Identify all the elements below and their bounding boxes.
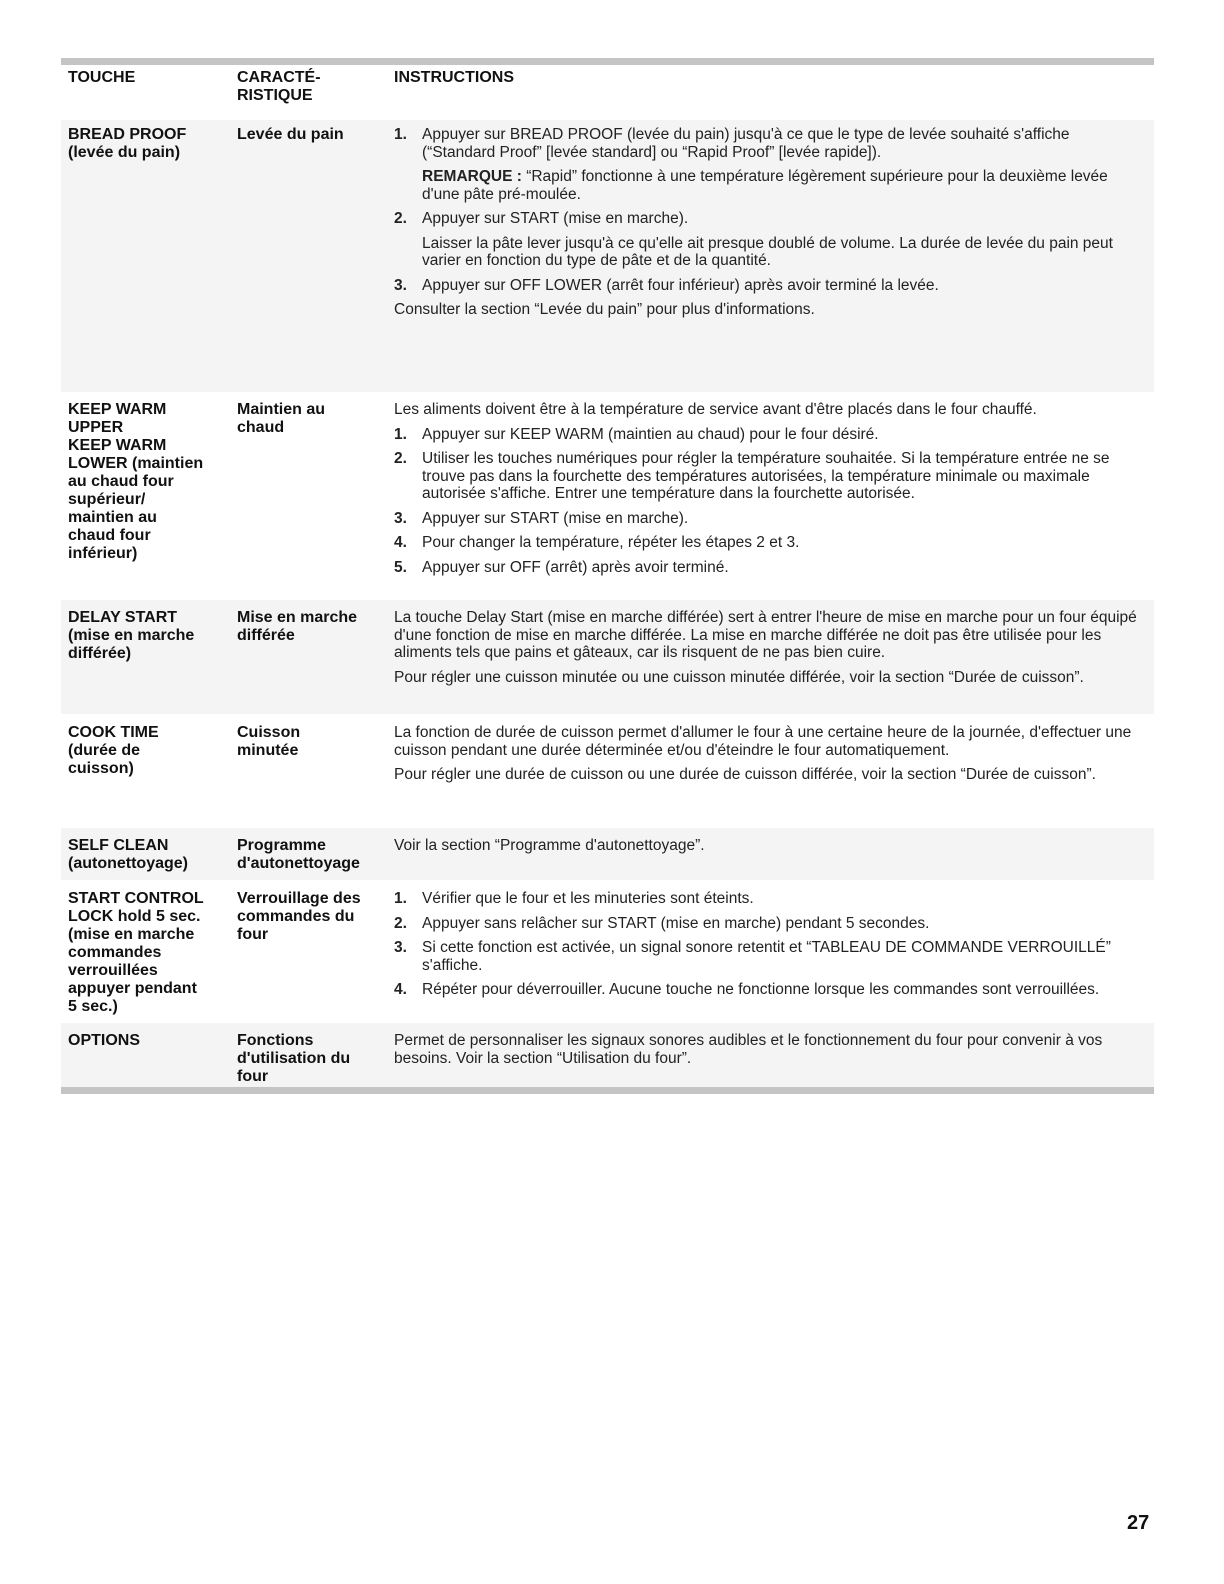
bottom-rule bbox=[61, 1087, 1154, 1094]
feature-bread-proof: Levée du pain bbox=[237, 126, 344, 143]
instructions-cook-time bbox=[389, 724, 1154, 828]
key-line: chaud four bbox=[68, 527, 151, 544]
step-text: Appuyer sur BREAD PROOF (levée du pain) jusqu'à ce que le type de levée souhaité s'affiche (“Standard Proof” [levée standard] ou “Rapid Proof” [levée rapide]). bbox=[422, 126, 1070, 161]
feature-line: Verrouillage des bbox=[237, 890, 361, 907]
key-line: supérieur/ bbox=[68, 491, 146, 508]
instructions-self-clean bbox=[389, 837, 1154, 880]
key-line: (mise en marche bbox=[68, 627, 195, 644]
key-line: UPPER bbox=[68, 419, 124, 436]
step-number: 3. bbox=[394, 939, 407, 956]
step bbox=[394, 890, 1144, 908]
note bbox=[422, 168, 1144, 203]
step-text: Appuyer sur KEEP WARM (maintien au chaud) pour le four désiré. bbox=[422, 425, 879, 443]
table-row bbox=[61, 392, 1154, 600]
step-text: Répéter pour déverrouiller. Aucune touche ne fonctionne lorsque les commandes sont verrouillées. bbox=[422, 981, 1100, 998]
instructions-start-control-lock bbox=[389, 890, 1154, 1023]
page-number: 27 bbox=[1127, 1512, 1150, 1534]
key-line: DELAY START bbox=[68, 609, 178, 626]
key-line: KEEP WARM bbox=[68, 437, 167, 454]
step bbox=[394, 277, 1144, 295]
intro-text: Les aliments doivent être à la température de service avant d'être placés dans le four chauffé. bbox=[394, 401, 1037, 418]
step-number: 5. bbox=[394, 558, 407, 576]
step bbox=[394, 559, 1144, 577]
step-detail: Laisser la pâte lever jusqu'à ce qu'elle ait presque doublé de volume. La durée de levée du pain peut varier en fonction du type de pâte et de la quantité. bbox=[422, 234, 1113, 269]
key-line: différée) bbox=[68, 645, 132, 662]
feature-line: Mise en marche bbox=[237, 609, 358, 626]
step bbox=[394, 450, 1144, 503]
key-line: commandes bbox=[68, 944, 162, 961]
step-number: 4. bbox=[394, 534, 407, 551]
feature-line: four bbox=[237, 926, 269, 943]
step-number: 2. bbox=[394, 210, 407, 227]
key-start-control-lock bbox=[61, 890, 237, 1023]
step-text: Appuyer sur START (mise en marche). bbox=[422, 509, 689, 527]
step-number: 3. bbox=[394, 509, 407, 527]
row-footnote: Consulter la section “Levée du pain” pour plus d'informations. bbox=[394, 301, 815, 318]
table-row bbox=[61, 714, 1154, 828]
step-text: Appuyer sans relâcher sur START (mise en marche) pendant 5 secondes. bbox=[422, 914, 930, 932]
table-row bbox=[61, 120, 1154, 392]
step-number: 4. bbox=[394, 981, 407, 998]
feature-line: four bbox=[237, 1068, 269, 1085]
feature-delay-start bbox=[237, 609, 389, 714]
key-line: LOWER (maintien bbox=[68, 455, 204, 472]
step-text: Pour changer la température, répéter les étapes 2 et 3. bbox=[422, 534, 800, 551]
feature-cook-time bbox=[237, 724, 389, 828]
feature-line: Programme bbox=[237, 837, 326, 854]
instructions-options bbox=[389, 1032, 1154, 1087]
feature-line: Cuisson bbox=[237, 724, 301, 741]
key-line: (durée de bbox=[68, 742, 141, 759]
paragraph: Voir la section “Programme d'autonettoyage”. bbox=[394, 837, 705, 854]
step bbox=[394, 915, 1144, 933]
key-line: OPTIONS bbox=[68, 1032, 141, 1049]
paragraph: La fonction de durée de cuisson permet d'allumer le four à une certaine heure de la journée, d'effectuer une cuisson pendant une durée déterminée et/ou d'éteindre le four automatiquement. bbox=[394, 724, 1132, 759]
feature-line: d'utilisation du bbox=[237, 1050, 351, 1067]
key-line: (autonettoyage) bbox=[68, 855, 188, 872]
key-line: (mise en marche bbox=[68, 926, 195, 943]
table-header bbox=[61, 65, 1154, 120]
key-options bbox=[61, 1032, 237, 1087]
step bbox=[394, 981, 1144, 999]
table-row bbox=[61, 880, 1154, 1023]
key-line: verrouillées bbox=[68, 962, 158, 979]
step-number: 1. bbox=[394, 425, 407, 443]
instructions-delay-start bbox=[389, 609, 1154, 714]
step-number: 3. bbox=[394, 276, 407, 294]
feature-keep-warm bbox=[237, 401, 389, 600]
feature-start-control-lock bbox=[237, 890, 389, 1023]
step-number: 2. bbox=[394, 450, 407, 467]
table-row bbox=[61, 828, 1154, 880]
key-line: 5 sec.) bbox=[68, 998, 118, 1015]
instructions-keep-warm bbox=[389, 401, 1154, 600]
key-line: START CONTROL bbox=[68, 890, 204, 907]
feature-line: minutée bbox=[237, 742, 299, 759]
key-line: (levée du pain) bbox=[68, 144, 181, 161]
feature-line: différée bbox=[237, 627, 295, 644]
note-label: REMARQUE : bbox=[422, 168, 522, 185]
step-number: 1. bbox=[394, 890, 407, 907]
step bbox=[394, 510, 1144, 528]
step-text: Utiliser les touches numériques pour régler la température souhaitée. Si la température entrée ne se trouve pas dans la fourchette des températures autorisées, la température minimale ou maximale autorisée s'affiche. Entrer une température dans la fourchette autorisée. bbox=[422, 450, 1110, 502]
key-cook-time bbox=[61, 724, 237, 828]
feature-options bbox=[237, 1032, 389, 1087]
key-line: maintien au bbox=[68, 509, 157, 526]
step-number: 1. bbox=[394, 126, 407, 143]
instructions-bread-proof bbox=[389, 126, 1154, 392]
header-caracteristique bbox=[237, 69, 389, 120]
key-line: LOCK hold 5 sec. bbox=[68, 908, 201, 925]
step bbox=[394, 210, 1144, 228]
step-text: Vérifier que le four et les minuteries sont éteints. bbox=[422, 890, 754, 907]
note-text: “Rapid” fonctionne à une température légèrement supérieure pour la deuxième levée d'une pâte pré-moulée. bbox=[422, 168, 1108, 203]
features-table bbox=[61, 58, 1154, 1094]
step-text: Appuyer sur START (mise en marche). bbox=[422, 210, 689, 227]
table-row bbox=[61, 600, 1154, 714]
key-delay-start bbox=[61, 609, 237, 714]
feature-self-clean bbox=[237, 837, 389, 880]
feature-line: Fonctions bbox=[237, 1032, 314, 1049]
header-caracteristique-line1: CARACTÉ- bbox=[237, 69, 321, 86]
step-text: Appuyer sur OFF LOWER (arrêt four inférieur) après avoir terminé la levée. bbox=[422, 276, 939, 294]
step bbox=[394, 426, 1144, 444]
key-line: COOK TIME bbox=[68, 724, 159, 741]
feature-line: Maintien au bbox=[237, 401, 326, 418]
step-number: 2. bbox=[394, 914, 407, 932]
key-keep-warm bbox=[61, 401, 237, 600]
header-instructions: INSTRUCTIONS bbox=[394, 69, 514, 86]
feature-line: d'autonettoyage bbox=[237, 855, 360, 872]
paragraph: Pour régler une durée de cuisson ou une durée de cuisson différée, voir la section “Durée de cuisson”. bbox=[394, 766, 1096, 783]
feature-line: commandes du bbox=[237, 908, 355, 925]
key-line: cuisson) bbox=[68, 760, 134, 777]
paragraph: Permet de personnaliser les signaux sonores audibles et le fonctionnement du four pour convenir à vos besoins. Voir la section “Utilisation du four”. bbox=[394, 1032, 1103, 1067]
key-self-clean bbox=[61, 837, 237, 880]
feature-line: chaud bbox=[237, 419, 285, 436]
paragraph: Pour régler une cuisson minutée ou une cuisson minutée différée, voir la section “Durée de cuisson”. bbox=[394, 668, 1084, 686]
step bbox=[394, 534, 1144, 552]
header-touche: TOUCHE bbox=[68, 69, 136, 86]
header-caracteristique-line2: RISTIQUE bbox=[237, 87, 313, 104]
paragraph: La touche Delay Start (mise en marche différée) sert à entrer l'heure de mise en marche pour un four équipé d'une fonction de mise en marche différée. La mise en marche différée ne doit pas être utilisée pour les aliments tels que pains et gâteaux, car ils risquent de ne pas bien cuire. bbox=[394, 609, 1137, 661]
key-line: SELF CLEAN bbox=[68, 837, 169, 854]
step-text: Appuyer sur OFF (arrêt) après avoir terminé. bbox=[422, 558, 729, 576]
step bbox=[394, 126, 1144, 161]
key-line: appuyer pendant bbox=[68, 980, 197, 997]
key-bread-proof bbox=[61, 126, 237, 392]
key-line: au chaud four bbox=[68, 473, 174, 490]
key-line: BREAD PROOF bbox=[68, 126, 187, 143]
step bbox=[394, 939, 1144, 974]
step-text: Si cette fonction est activée, un signal sonore retentit et “TABLEAU DE COMMANDE VERROUILLÉ” s'affiche. bbox=[422, 939, 1111, 974]
top-rule bbox=[61, 58, 1154, 65]
key-line: inférieur) bbox=[68, 545, 138, 562]
table-row bbox=[61, 1023, 1154, 1087]
key-line: KEEP WARM bbox=[68, 401, 167, 418]
